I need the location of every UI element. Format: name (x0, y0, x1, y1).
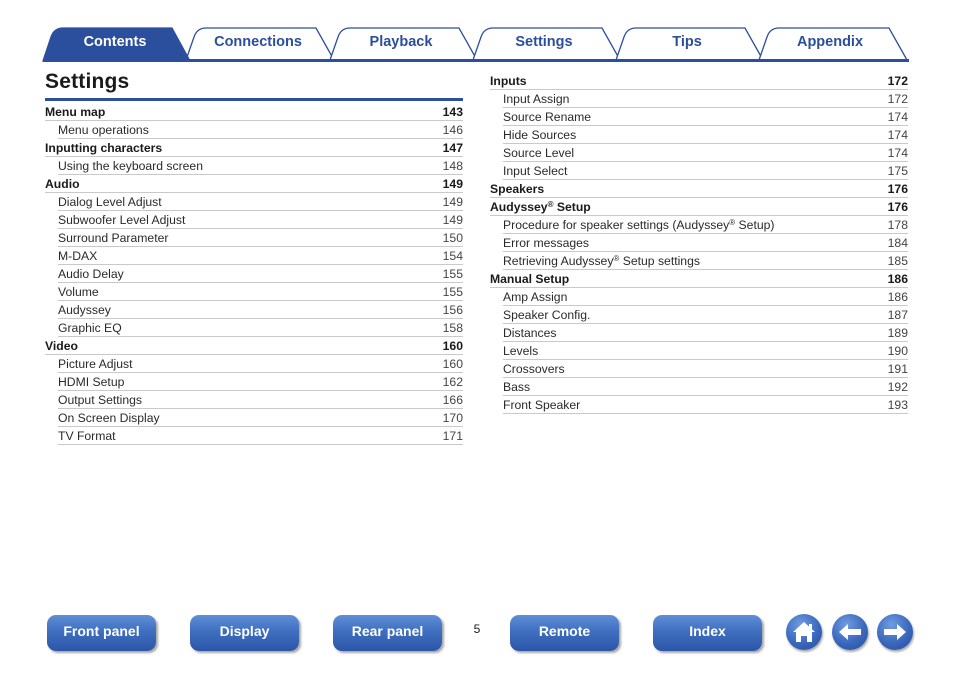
toc-label: Audio Delay (58, 267, 124, 281)
toc-page: 186 (887, 290, 908, 304)
toc-entry-levels[interactable] (503, 342, 908, 360)
toc-page: 158 (442, 321, 463, 335)
toc-page: 149 (442, 195, 463, 209)
toc-page: 184 (887, 236, 908, 250)
toc-label: On Screen Display (58, 411, 160, 425)
toc-page: 155 (442, 267, 463, 281)
toc-page: 176 (887, 182, 908, 196)
toc-label: Input Select (503, 164, 568, 178)
toc-page: 192 (887, 380, 908, 394)
forward-arrow-icon (877, 614, 913, 650)
toc-page: 189 (887, 326, 908, 340)
toc-page: 156 (442, 303, 463, 317)
toc-entry-source-level[interactable] (503, 144, 908, 162)
home-icon (786, 614, 822, 650)
toc-label-main: Retrieving Audyssey (503, 254, 614, 268)
toc-label: Levels (503, 344, 539, 358)
toc-entry-keyboard-screen[interactable] (58, 157, 463, 175)
toc-label: Manual Setup (490, 272, 570, 286)
toc-label (490, 199, 591, 216)
toc-entry-menu-operations[interactable] (58, 121, 463, 139)
toc-page: 176 (887, 200, 908, 214)
tab-playback[interactable]: Playback (369, 34, 433, 50)
toc-entry-surround-parameter[interactable] (58, 229, 463, 247)
toc-entry-input-assign[interactable] (503, 90, 908, 108)
toc-entry-video[interactable] (45, 337, 463, 355)
toc-entry-error-messages[interactable] (503, 234, 908, 252)
display-button[interactable]: Display (190, 615, 299, 651)
toc-entry-menu-map[interactable] (45, 103, 463, 121)
toc-entry-audyssey[interactable] (58, 301, 463, 319)
toc-label: Graphic EQ (58, 321, 122, 335)
toc-entry-audio[interactable] (45, 175, 463, 193)
toc-page: 172 (887, 74, 908, 88)
toc-page: 146 (442, 123, 463, 137)
toc-entry-front-speaker[interactable] (503, 396, 908, 414)
toc-label: Speakers (490, 182, 545, 196)
toc-page: 190 (887, 344, 908, 358)
front-panel-button[interactable]: Front panel (47, 615, 156, 651)
toc-page: 178 (887, 218, 908, 232)
toc-page: 155 (442, 285, 463, 299)
toc-page: 148 (442, 159, 463, 173)
toc-entry-m-dax[interactable] (58, 247, 463, 265)
toc-entry-source-rename[interactable] (503, 108, 908, 126)
toc-entry-hide-sources[interactable] (503, 126, 908, 144)
toc-left-column (45, 103, 463, 445)
toc-entry-speaker-config[interactable] (503, 306, 908, 324)
toc-label: Source Rename (503, 110, 592, 124)
toc-entry-manual-setup[interactable] (490, 270, 908, 288)
toc-entry-graphic-eq[interactable] (58, 319, 463, 337)
tab-appendix[interactable]: Appendix (796, 34, 864, 50)
toc-label: Speaker Config. (503, 308, 591, 322)
page-title: Settings (45, 70, 130, 93)
toc-label (503, 217, 774, 234)
toc-page: 174 (887, 146, 908, 160)
toc-entry-hdmi-setup[interactable] (58, 373, 463, 391)
toc-page: 193 (887, 398, 908, 412)
toc-entry-crossovers[interactable] (503, 360, 908, 378)
home-button[interactable] (786, 614, 822, 650)
toc-page: 174 (887, 110, 908, 124)
back-button[interactable] (832, 614, 868, 650)
toc-entry-volume[interactable] (58, 283, 463, 301)
toc-entry-retrieving-audyssey[interactable] (503, 252, 908, 270)
toc-page: 162 (442, 375, 463, 389)
tab-contents[interactable]: Contents (83, 34, 147, 50)
remote-button[interactable]: Remote (510, 615, 619, 651)
toc-page: 186 (887, 272, 908, 286)
toc-page: 154 (442, 249, 463, 263)
toc-entry-tv-format[interactable] (58, 427, 463, 445)
toc-entry-inputs[interactable] (490, 72, 908, 90)
toc-entry-inputting-characters[interactable] (45, 139, 463, 157)
toc-label: M-DAX (58, 249, 98, 263)
tab-settings[interactable]: Settings (515, 34, 573, 50)
toc-label: Output Settings (58, 393, 143, 407)
title-rule (45, 98, 463, 101)
registered-mark: ® (547, 200, 554, 209)
toc-entry-subwoofer-level-adjust[interactable] (58, 211, 463, 229)
toc-page: 150 (442, 231, 463, 245)
toc-entry-input-select[interactable] (503, 162, 908, 180)
toc-label-suffix: Setup (553, 200, 591, 214)
toc-entry-audio-delay[interactable] (58, 265, 463, 283)
toc-page: 149 (442, 177, 463, 191)
toc-label: Front Speaker (503, 398, 581, 412)
toc-entry-audyssey-setup[interactable] (490, 198, 908, 216)
toc-right-column (490, 72, 908, 414)
forward-button[interactable] (877, 614, 913, 650)
toc-label: Picture Adjust (58, 357, 133, 371)
toc-label: TV Format (58, 429, 116, 443)
toc-entry-output-settings[interactable] (58, 391, 463, 409)
toc-label: HDMI Setup (58, 375, 125, 389)
toc-label: Dialog Level Adjust (58, 195, 162, 209)
tab-bar (0, 0, 954, 64)
toc-label: Menu operations (58, 123, 149, 137)
toc-page: 171 (442, 429, 463, 443)
toc-label-main: Procedure for speaker settings (Audyssey (503, 218, 730, 232)
tab-tips[interactable]: Tips (672, 34, 702, 50)
registered-mark: ® (613, 254, 620, 263)
toc-label: Using the keyboard screen (58, 159, 203, 173)
toc-entry-dialog-level-adjust[interactable] (58, 193, 463, 211)
toc-page: 147 (442, 141, 463, 155)
toc-label: Volume (58, 285, 99, 299)
toc-page: 160 (442, 339, 463, 353)
toc-label-suffix: Setup) (735, 218, 775, 232)
toc-label: Menu map (45, 105, 106, 119)
toc-entry-on-screen-display[interactable] (58, 409, 463, 427)
toc-label: Amp Assign (503, 290, 568, 304)
tab-connections[interactable]: Connections (214, 34, 302, 50)
toc-page: 174 (887, 128, 908, 142)
toc-entry-amp-assign[interactable] (503, 288, 908, 306)
toc-entry-speakers[interactable] (490, 180, 908, 198)
toc-label: Error messages (503, 236, 590, 250)
toc-label: Subwoofer Level Adjust (58, 213, 186, 227)
toc-page: 166 (442, 393, 463, 407)
toc-page: 172 (887, 92, 908, 106)
toc-label: Distances (503, 326, 557, 340)
toc-page: 191 (887, 362, 908, 376)
tab-baseline (43, 59, 909, 62)
page-number: 5 (473, 622, 481, 636)
toc-page: 185 (887, 254, 908, 268)
toc-entry-picture-adjust[interactable] (58, 355, 463, 373)
toc-entry-procedure-speaker-settings[interactable] (503, 216, 908, 234)
toc-label: Hide Sources (503, 128, 577, 142)
toc-label: Inputs (490, 74, 527, 88)
toc-label-suffix: Setup settings (619, 254, 700, 268)
toc-label: Crossovers (503, 362, 565, 376)
back-arrow-icon (832, 614, 868, 650)
toc-entry-bass[interactable] (503, 378, 908, 396)
toc-entry-distances[interactable] (503, 324, 908, 342)
rear-panel-button[interactable]: Rear panel (333, 615, 442, 651)
toc-page: 160 (442, 357, 463, 371)
toc-label: Audyssey (58, 303, 111, 317)
toc-label: Surround Parameter (58, 231, 169, 245)
registered-mark: ® (729, 218, 736, 227)
toc-label: Input Assign (503, 92, 570, 106)
tab-bar-shapes (0, 0, 954, 64)
toc-label: Audio (45, 177, 80, 191)
toc-page: 170 (442, 411, 463, 425)
toc-label: Video (45, 339, 78, 353)
toc-label-main: Audyssey (490, 200, 548, 214)
index-button[interactable]: Index (653, 615, 762, 651)
toc-label: Inputting characters (45, 141, 163, 155)
toc-page: 175 (887, 164, 908, 178)
toc-label: Source Level (503, 146, 575, 160)
toc-page: 187 (887, 308, 908, 322)
toc-label: Bass (503, 380, 531, 394)
toc-label (503, 253, 700, 270)
toc-page: 143 (442, 105, 463, 119)
toc-page: 149 (442, 213, 463, 227)
